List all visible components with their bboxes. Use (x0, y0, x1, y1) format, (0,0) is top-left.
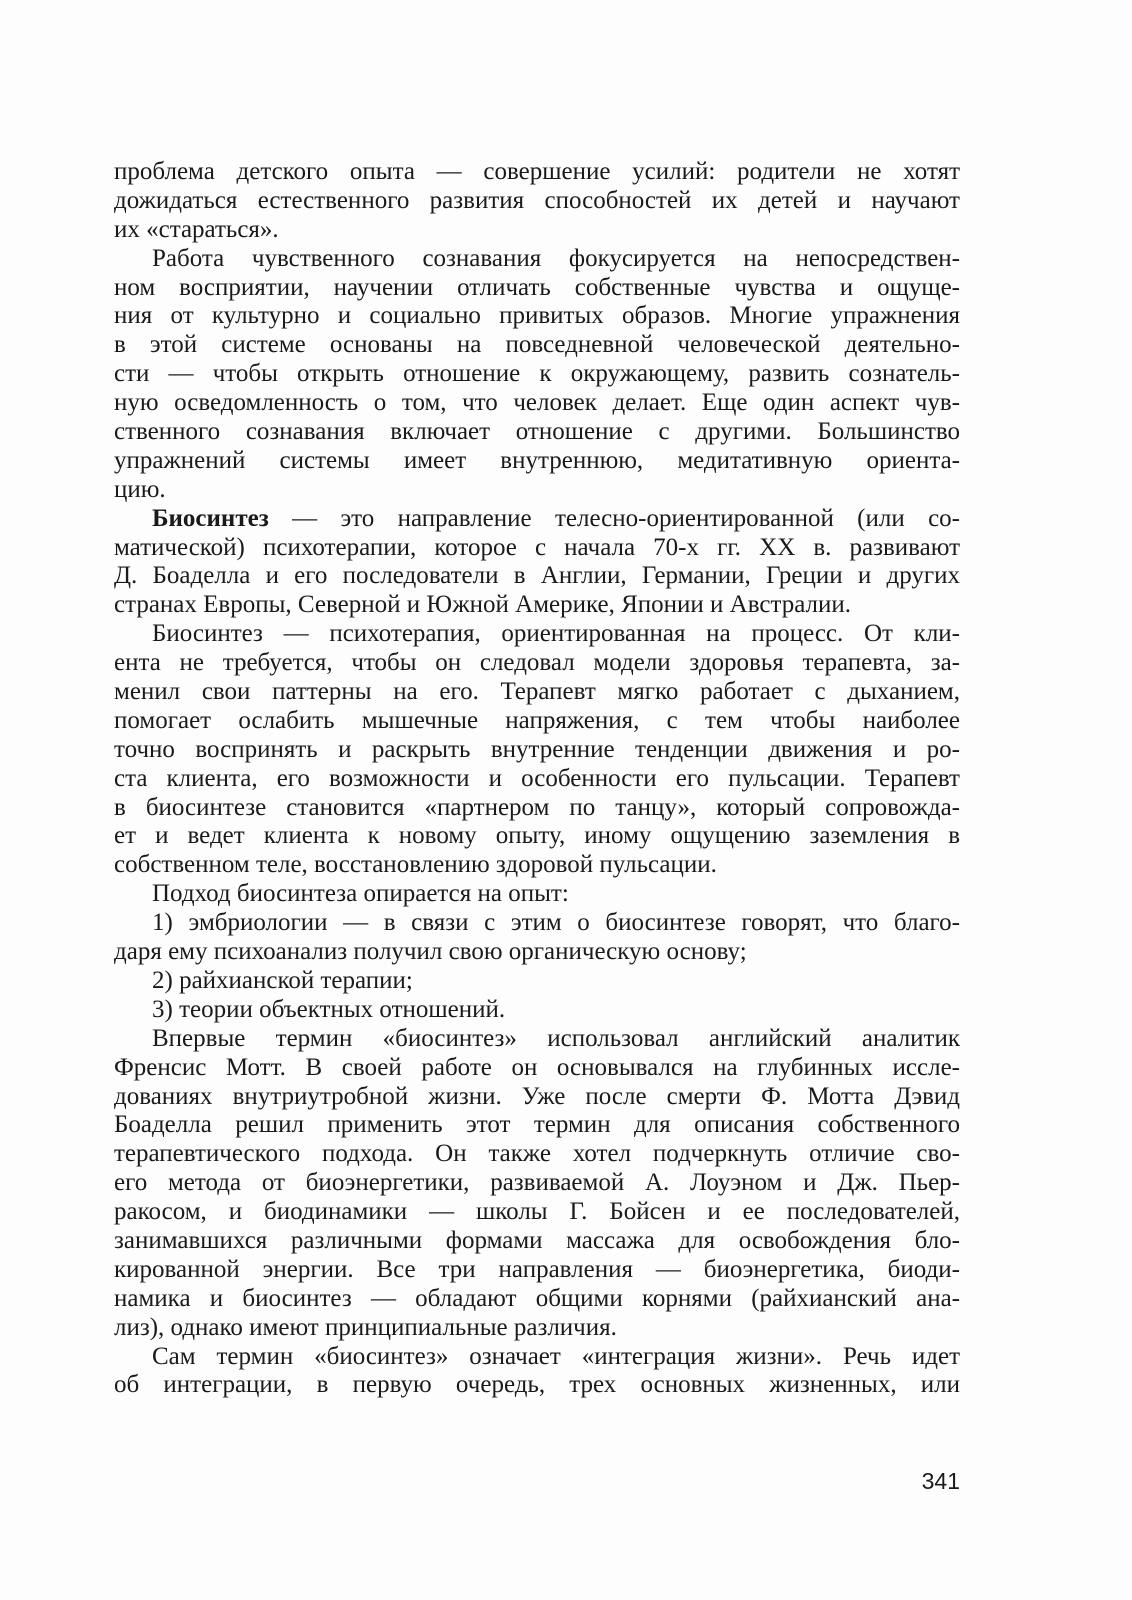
text-line: ет и ведет клиента к новому опыту, иному ощущению заземления в (114, 822, 960, 850)
text-line: Биосинтез — психотерапия, ориентированная на процесс. От кли- (152, 620, 960, 648)
text-line: даря ему психоанализ получил свою органическую основу; (114, 938, 747, 966)
text-line: кированной энергии. Все три направления — биоэнергетика, биоди- (114, 1255, 960, 1283)
text-line: помогает ослабить мышечные напряжения, с тем чтобы наиболее (114, 706, 960, 734)
page-number: 341 (921, 1468, 960, 1494)
text-line: об интеграции, в первую очередь, трех основных жизненных, или (114, 1371, 960, 1399)
text-line: занимавшихся различными формами массажа для освобождения бло- (114, 1226, 960, 1254)
text-line: точно воспринять и раскрыть внутренние тенденции движения и ро- (114, 735, 960, 763)
text-line: цию. (114, 475, 166, 503)
text-line: ном восприятии, научении отличать собственные чувства и ощуще- (114, 273, 960, 301)
text-line: матической) психотерапии, которое с начала 70-х гг. XX в. развивают (114, 533, 960, 561)
text-line: Д. Боаделла и его последователи в Англии, Германии, Греции и других (114, 562, 960, 590)
text-line: упражнений системы имеет внутреннюю, медитативную ориента- (114, 446, 960, 474)
text-line (114, 505, 960, 534)
text-line: проблема детского опыта — совершение усилий: родители не хотят (114, 158, 960, 185)
text-line: намика и биосинтез — обладают общими корнями (райхианский ана- (114, 1284, 960, 1312)
text-line: Френсис Мотт. В своей работе он основывался на глубинных иссле- (114, 1053, 960, 1081)
text-line: их «стараться». (114, 215, 279, 243)
text-line: менил свои паттерны на его. Терапевт мягко работает с дыханием, (114, 678, 960, 706)
list-item: 1) эмбриологии — в связи с этим о биосинтезе говорят, что благо- (152, 909, 960, 937)
text-line: ракосом, и биодинамики — школы Г. Бойсен и ее последователей, (114, 1198, 960, 1226)
text-line: странах Европы, Северной и Южной Америке, Японии и Австралии. (114, 591, 852, 619)
text-line: Работа чувственного сознавания фокусируется на непосредствен- (152, 244, 960, 272)
text-line: собственном теле, восстановлению здоровой пульсации. (114, 851, 717, 879)
text-line: его метода от биоэнергетики, развиваемой А. Лоуэном и Дж. Пьер- (114, 1169, 960, 1197)
text-line: ственного сознавания включает отношение с другими. Большинство (114, 418, 960, 446)
text-run: — это направление телесно-ориентированной (или со- (268, 504, 960, 532)
text-line: ста клиента, его возможности и особенности его пульсации. Терапевт (114, 764, 960, 792)
text-line: ента не требуется, чтобы он следовал модели здоровья терапевта, за- (114, 649, 960, 677)
text-line: Сам термин «биосинтез» означает «интеграция жизни». Речь идет (152, 1342, 960, 1370)
text-line: Впервые термин «биосинтез» использовал английский аналитик (152, 1024, 960, 1052)
text-line: ную осведомленность о том, что человек делает. Еще один аспект чув- (114, 389, 960, 417)
text-line: терапевтического подхода. Он также хотел подчеркнуть отличие сво- (114, 1140, 960, 1168)
text-line: лиз), однако имеют принципиальные различия. (114, 1313, 617, 1341)
text-line: Боаделла решил применить этот термин для описания собственного (114, 1111, 960, 1139)
text-line: Подход биосинтеза опирается на опыт: (152, 880, 569, 908)
list-item: 3) теории объектных отношений. (152, 995, 506, 1023)
body-text (114, 158, 960, 1400)
term-biosynthesis: Биосинтез (152, 504, 269, 532)
text-line: дованиях внутриутробной жизни. Уже после смерти Ф. Мотта Дэвид (114, 1082, 960, 1110)
text-line: в биосинтезе становится «партнером по танцу», который сопровожда- (114, 793, 960, 821)
text-line: в этой системе основаны на повседневной человеческой деятельно- (114, 331, 960, 359)
list-item: 2) райхианской терапии; (152, 966, 413, 994)
text-line: сти — чтобы открыть отношение к окружающему, развить сознатель- (114, 360, 960, 388)
text-line: дожидаться естественного развития способностей их детей и научают (114, 186, 960, 214)
text-line: ния от культурно и социально привитых образов. Многие упражнения (114, 302, 960, 330)
